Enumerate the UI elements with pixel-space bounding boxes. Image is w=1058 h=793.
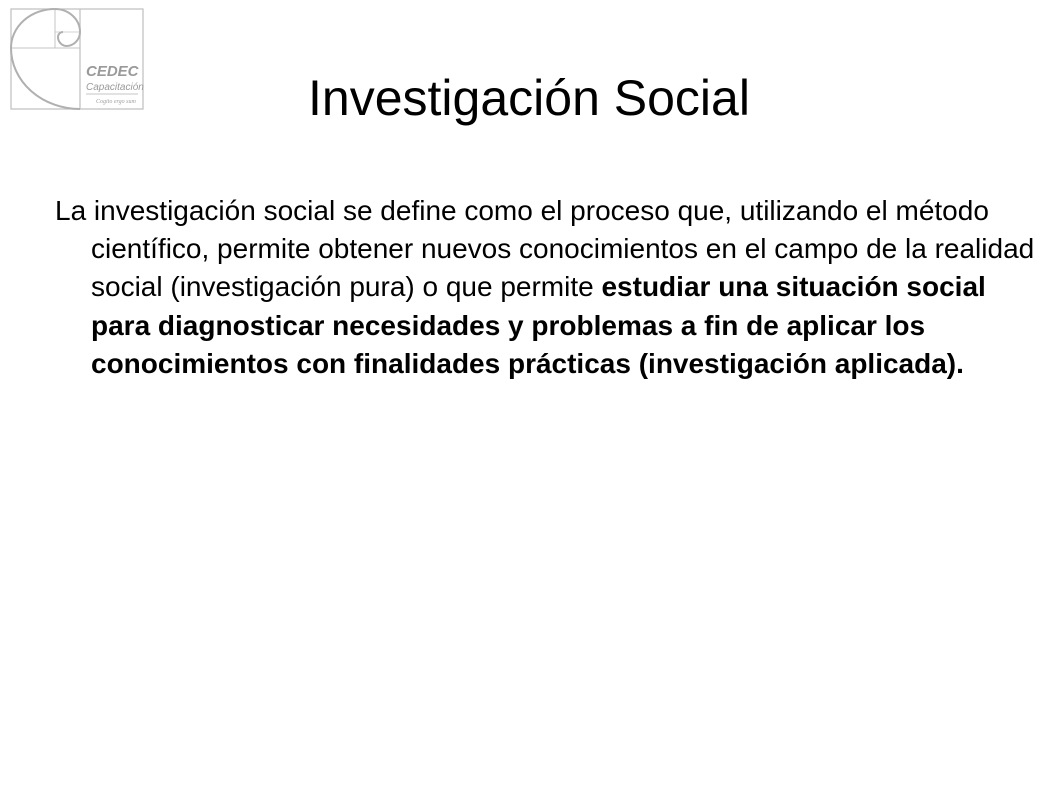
- logo-name: CEDEC: [86, 63, 139, 80]
- logo-subtitle: Capacitación: [86, 82, 144, 93]
- logo-tagline: Cogito ergo sum: [96, 99, 136, 105]
- paragraph-bold-text: estudiar una situación social para diagnosticar necesidades y problemas a fin de aplicar los conocimientos con finalidades prácticas (investigación aplicada).: [91, 271, 986, 379]
- paragraph-plain-text: La investigación social se define como el proceso que, utilizando el método científico, permite obtener nuevos conocimientos en el campo de la realidad social (investigación pura) o que permite: [55, 195, 1035, 303]
- slide-title: Investigación Social: [308, 70, 750, 126]
- body-paragraph: [55, 192, 1051, 383]
